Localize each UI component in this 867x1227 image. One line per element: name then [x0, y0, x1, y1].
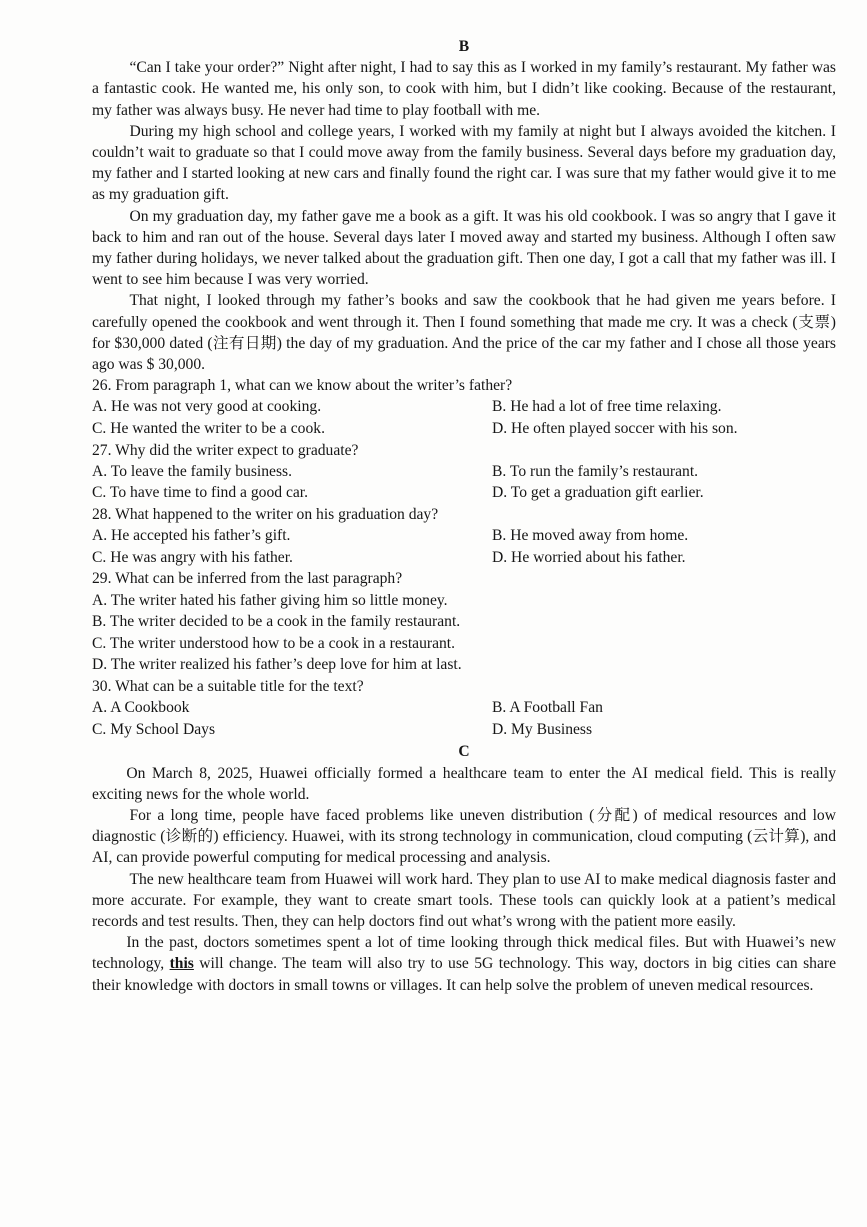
- question-27-option-d: D. To get a graduation gift earlier.: [492, 484, 704, 502]
- question-28-option-a: A. He accepted his father’s gift.: [92, 527, 291, 545]
- question-28-option-b: B. He moved away from home.: [492, 527, 689, 545]
- question-28-options-row-2: [92, 547, 836, 569]
- question-26-option-d: D. He often played soccer with his son.: [492, 420, 738, 438]
- question-30-options-row-1: [92, 697, 836, 719]
- question-27-options-row-2: [92, 482, 836, 504]
- question-26-option-b: B. He had a lot of free time relaxing.: [492, 398, 722, 416]
- passage-c-paragraph-4: [92, 932, 836, 996]
- passage-b-paragraph-1: “Can I take your order?” Night after night, I had to say this as I worked in my family’s restaurant. My father was a fantastic cook. He wanted me, his only son, to cook with him, but I didn’t like cooking. Because of the restaurant, my father was always busy. He never had time to play football with me.: [92, 59, 836, 119]
- question-28-stem: 28. What happened to the writer on his graduation day?: [92, 506, 439, 524]
- passage-c-paragraph-4-before: In the past, doctors sometimes spent a lot of time looking through thick medical files. But with Huawei’s new technology,: [92, 934, 836, 973]
- question-27-option-a: A. To leave the family business.: [92, 462, 292, 480]
- question-29-option-d: D. The writer realized his father’s deep love for him at last.: [92, 656, 462, 674]
- question-26-stem: 26. From paragraph 1, what can we know about the writer’s father?: [92, 377, 513, 395]
- question-27-stem: 27. Why did the writer expect to graduate?: [92, 441, 359, 459]
- passage-c-paragraph-4-after: will change. The team will also try to use 5G technology. This way, doctors in big cities can share their knowledge with doctors in small towns or villages. It can help solve the problem of uneven medical resources.: [92, 955, 836, 994]
- passage-c-paragraph-2: For a long time, people have faced problems like uneven distribution (分配) of medical resources and low diagnostic (诊断的) efficiency. Huawei, with its strong technology in communication, cloud computing (云计算), and AI, can provide powerful computing for medical processing and analysis.: [92, 806, 836, 867]
- question-28-options-row-1: [92, 525, 836, 547]
- passage-b-paragraph-4: That night, I looked through my father’s books and saw the cookbook that he had given me years before. I carefully opened the cookbook and went through it. Then I found something that made me cry. It was a check (支票) for $30,000 dated (注有日期) the day of my graduation. And the price of the car my father and I chose all those years ago was $ 30,000.: [92, 292, 836, 374]
- question-28-option-c: C. He was angry with his father.: [92, 548, 293, 566]
- question-29-option-b: B. The writer decided to be a cook in the family restaurant.: [92, 613, 461, 631]
- question-27-option-b: B. To run the family’s restaurant.: [492, 462, 699, 480]
- passage-c-paragraph-3: The new healthcare team from Huawei will work hard. They plan to use AI to make medical diagnosis faster and more accurate. For example, they want to create smart tools. These tools can quickly look at a patient’s medical records and test results. Then, they can help doctors find out what’s wrong with the patient more easily.: [92, 870, 836, 930]
- question-30-options-row-2: [92, 719, 836, 741]
- question-28-option-d: D. He worried about his father.: [492, 548, 686, 566]
- question-26-option-a: A. He was not very good at cooking.: [92, 398, 322, 416]
- question-30-option-a: A. A Cookbook: [92, 699, 190, 717]
- question-26-options-row-1: [92, 396, 836, 418]
- question-30-option-d: D. My Business: [492, 720, 593, 738]
- question-29-stem: 29. What can be inferred from the last paragraph?: [92, 570, 403, 588]
- page-content: [92, 36, 836, 996]
- underlined-word-this: this: [169, 955, 194, 973]
- question-27-options-row-1: [92, 461, 836, 483]
- passage-b-paragraph-2: During my high school and college years, I worked with my family at night but I always avoided the kitchen. I couldn’t wait to graduate so that I could move away from the family business. Several days before my graduation day, my father and I started looking at new cars and finally found the right car. I was sure that my father would give it to me as my graduation gift.: [92, 122, 836, 204]
- question-30-stem: 30. What can be a suitable title for the text?: [92, 677, 364, 695]
- passage-b-paragraph-3: On my graduation day, my father gave me a book as a gift. It was his old cookbook. I was so angry that I gave it back to him and ran out of the house. Several days later I moved away and started my business. Although I often saw my father during holidays, we never talked about the graduation gift. Then one day, I got a call that my father was ill. I went to see him because I was very worried.: [92, 207, 836, 289]
- question-27-option-c: C. To have time to find a good car.: [92, 484, 309, 502]
- passage-c-paragraph-1: On March 8, 2025, Huawei officially formed a healthcare team to enter the AI medical field. This is really exciting news for the whole world.: [92, 764, 836, 803]
- question-29-option-c: C. The writer understood how to be a cook in a restaurant.: [92, 634, 456, 652]
- question-26-option-c: C. He wanted the writer to be a cook.: [92, 420, 325, 438]
- question-29-option-a: A. The writer hated his father giving him so little money.: [92, 591, 448, 609]
- question-26-options-row-2: [92, 418, 836, 440]
- section-c-heading: C: [458, 743, 470, 761]
- section-b-heading: B: [458, 38, 470, 55]
- question-30-option-c: C. My School Days: [92, 720, 216, 738]
- question-30-option-b: B. A Football Fan: [492, 699, 603, 717]
